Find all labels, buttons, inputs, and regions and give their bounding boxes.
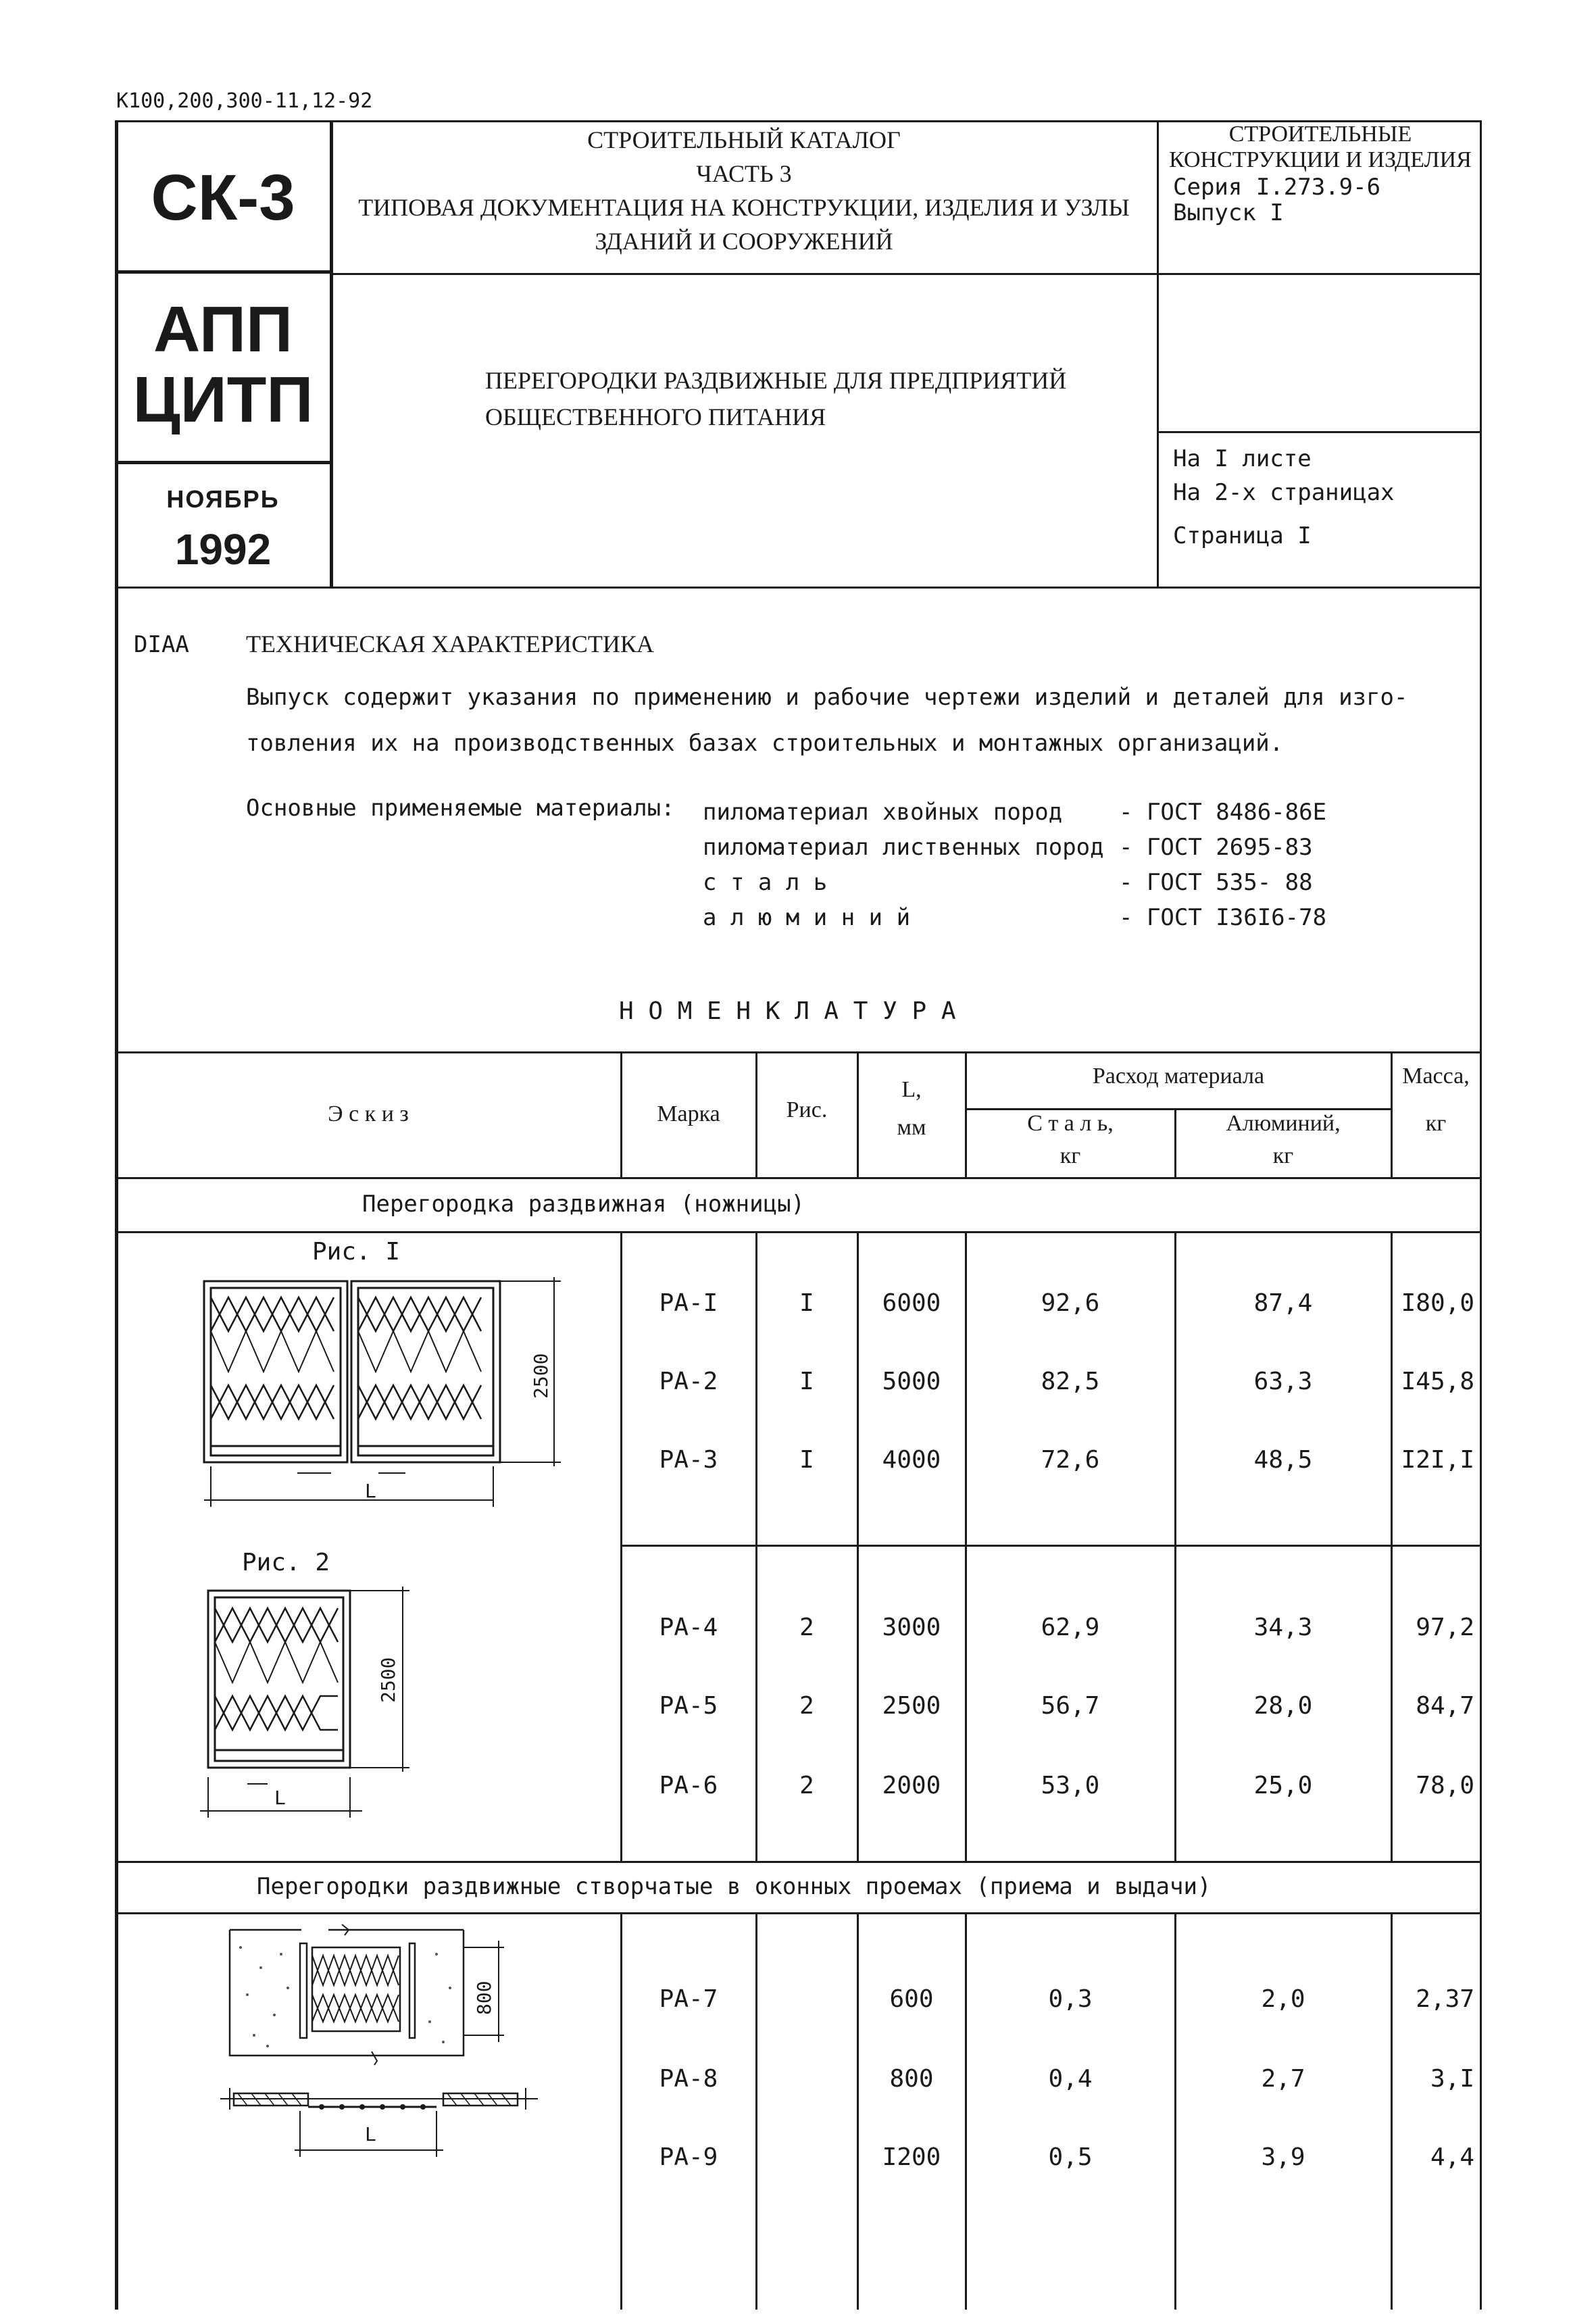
cell-fig: 2 <box>799 1614 814 1641</box>
cell-steel: 72,6 <box>1041 1446 1100 1474</box>
doc-code: К100,200,300-11,12-92 <box>116 89 373 113</box>
right-column-divider <box>1157 120 1159 588</box>
fig2-dim-l: L <box>274 1787 286 1809</box>
cell-al: 25,0 <box>1253 1772 1313 1799</box>
cell-length: 5000 <box>882 1368 941 1395</box>
header-length-unit: мм <box>897 1115 926 1140</box>
tech-heading: ТЕХНИЧЕСКАЯ ХАРАКТЕРИСТИКА <box>246 630 654 657</box>
header-aluminium: Алюминий, <box>1226 1111 1341 1136</box>
sheet-sep <box>1157 431 1482 433</box>
cell-mass: 2,37 <box>1416 1985 1474 2013</box>
col-line-2-body2 <box>755 1912 757 2310</box>
header-aluminium-unit: кг <box>1272 1143 1294 1168</box>
cell-mark: РА-9 <box>659 2143 718 2171</box>
catalog-line-1: СТРОИТЕЛЬНЫЙ КАТАЛОГ <box>587 126 901 153</box>
cell-mass: 4,4 <box>1430 2143 1474 2171</box>
cell-steel: 53,0 <box>1041 1772 1100 1799</box>
materials-label: Основные применяемые материалы: <box>246 795 675 822</box>
cell-al: 2,7 <box>1261 2065 1305 2093</box>
cell-steel: 82,5 <box>1041 1368 1100 1395</box>
cell-length: 6000 <box>882 1289 941 1317</box>
sheet-info <box>1173 442 1395 553</box>
cell-length: 800 <box>889 2065 934 2093</box>
logo-sep-1 <box>115 270 331 274</box>
series: Серия I.273.9-6 <box>1173 174 1381 201</box>
header-steel-unit: кг <box>1059 1143 1081 1168</box>
cell-al: 2,0 <box>1261 1985 1305 2013</box>
series-info <box>1173 174 1380 226</box>
col-line-1-body <box>620 1231 622 1862</box>
cell-mass: I80,0 <box>1401 1289 1474 1317</box>
cell-mass: 84,7 <box>1416 1692 1474 1720</box>
cell-al: 48,5 <box>1253 1446 1313 1474</box>
section-row-1: Перегородка раздвижная (ножницы) <box>362 1191 805 1218</box>
cell-al: 63,3 <box>1253 1368 1313 1395</box>
col-line-2-body <box>755 1231 757 1862</box>
section-line-2: КОНСТРУКЦИИ И ИЗДЕЛИЯ <box>1169 147 1472 172</box>
cell-steel: 92,6 <box>1041 1289 1100 1317</box>
col-line-6-body <box>1391 1231 1393 1862</box>
material-std-3: - ГОСТ 535- 88 <box>1119 869 1313 896</box>
cell-fig: 2 <box>799 1692 814 1720</box>
cell-fig: 2 <box>799 1772 814 1799</box>
title-line-1: ПЕРЕГОРОДКИ РАЗДВИЖНЫЕ ДЛЯ ПРЕДПРИЯТИЙ <box>485 367 1067 394</box>
cell-steel: 56,7 <box>1041 1692 1100 1720</box>
header-bottom <box>115 587 1482 589</box>
page-count: На 2-х страницах <box>1173 479 1395 506</box>
cell-length: 600 <box>889 1985 934 2013</box>
fig2-label: Рис. 2 <box>242 1549 330 1576</box>
logo-month: НОЯБРЬ <box>166 485 280 513</box>
logo-sep-2 <box>115 461 331 464</box>
section-row-2: Перегородки раздвижные створчатые в оконных проемах (приема и выдачи) <box>257 1873 1212 1900</box>
cell-al: 28,0 <box>1253 1692 1313 1720</box>
fig2-dim-2500: 2500 <box>377 1657 399 1703</box>
para-line-1: Выпуск содержит указания по применению и рабочие чертежи изделий и деталей для изго- <box>246 684 1408 711</box>
cell-mark: РА-5 <box>659 1692 718 1720</box>
fig1-dim-l: L <box>365 1480 376 1502</box>
fig1-label: Рис. I <box>312 1238 401 1266</box>
title-line-2: ОБЩЕСТВЕННОГО ПИТАНИЯ <box>485 403 826 430</box>
header-mass: Масса, <box>1402 1064 1470 1089</box>
cell-al: 3,9 <box>1261 2143 1305 2171</box>
col-line-1-body2 <box>620 1912 622 2310</box>
material-std-1: - ГОСТ 8486-86Е <box>1119 799 1327 826</box>
cell-steel: 0,5 <box>1048 2143 1093 2171</box>
logo-app: АПП <box>153 293 293 366</box>
cell-mark: РА-8 <box>659 2065 718 2093</box>
logo-citp: ЦИТП <box>132 364 314 436</box>
section-title <box>1161 122 1480 173</box>
cell-length: I200 <box>882 2143 941 2171</box>
material-name-3: с т а л ь <box>703 869 828 896</box>
section2-top <box>115 1861 1482 1863</box>
catalog-line-3: ТИПОВАЯ ДОКУМЕНТАЦИЯ НА КОНСТРУКЦИИ, ИЗДЕЛИЯ И УЗЛЫ <box>358 194 1130 221</box>
frame-right <box>1480 120 1482 2310</box>
fig3-dim-l: L <box>365 2123 376 2145</box>
cell-mass: 3,I <box>1430 2065 1474 2093</box>
materials-standards <box>1119 795 1326 935</box>
header-mark: Марка <box>657 1101 720 1126</box>
section-code: DIAA <box>134 631 189 658</box>
cell-length: 3000 <box>882 1614 941 1641</box>
header-length: L, <box>901 1077 922 1102</box>
col-line-4-body <box>965 1231 967 1862</box>
catalog-line-2: ЧАСТЬ 3 <box>696 160 792 187</box>
logo-sk3: СК-3 <box>151 161 295 234</box>
nomenclature-heading: Н О М Е Н К Л А Т У Р А <box>619 997 956 1025</box>
header-fig: Рис. <box>786 1097 828 1122</box>
frame-left <box>115 120 118 2310</box>
sheet-count: На I листе <box>1173 445 1312 472</box>
cell-mark: РА-3 <box>659 1446 718 1474</box>
cell-steel: 0,3 <box>1048 1985 1093 2013</box>
col-line-6-body2 <box>1391 1912 1393 2310</box>
cell-mark: РА-7 <box>659 1985 718 2013</box>
materials-list <box>703 795 1104 935</box>
fig3-dim-800: 800 <box>473 1981 495 2015</box>
col-line-5-body2 <box>1174 1912 1176 2310</box>
catalog-line-4: ЗДАНИЙ И СООРУЖЕНИЙ <box>595 228 893 255</box>
sketch-fig2 <box>193 1581 423 1824</box>
cell-mark: РА-I <box>659 1289 718 1317</box>
cell-fig: I <box>799 1289 814 1317</box>
header-row-bottom <box>115 1177 1482 1179</box>
issue: Выпуск I <box>1173 199 1284 226</box>
cell-mass: I2I,I <box>1401 1446 1474 1474</box>
page-number: Страница I <box>1173 522 1312 549</box>
consumption-sep <box>966 1108 1392 1110</box>
cell-mark: РА-6 <box>659 1772 718 1799</box>
document-title <box>485 362 1066 435</box>
cell-length: 2500 <box>882 1692 941 1720</box>
material-name-2: пиломатериал лиственных пород <box>703 834 1104 861</box>
section1-bottom <box>115 1231 1482 1233</box>
cell-mark: РА-2 <box>659 1368 718 1395</box>
col-line-4-body2 <box>965 1912 967 2310</box>
cell-length: 2000 <box>882 1772 941 1799</box>
fig1-dim-2500: 2500 <box>530 1353 552 1399</box>
col-line-5-body <box>1174 1231 1176 1862</box>
material-std-2: - ГОСТ 2695-83 <box>1119 834 1313 861</box>
material-std-4: - ГОСТ I36I6-78 <box>1119 904 1327 931</box>
sketch-fig3 <box>220 1920 572 2177</box>
cell-al: 34,3 <box>1253 1614 1313 1641</box>
section-line-1: СТРОИТЕЛЬНЫЕ <box>1228 122 1412 147</box>
sketch-fig1 <box>196 1270 574 1514</box>
cell-mass: I45,8 <box>1401 1368 1474 1395</box>
cell-steel: 0,4 <box>1048 2065 1093 2093</box>
header-consumption: Расход материала <box>1092 1064 1265 1089</box>
material-name-1: пиломатериал хвойных пород <box>703 799 1063 826</box>
para-line-2: товления их на производственных базах строительных и монтажных организаций. <box>246 730 1284 757</box>
logo-year: 1992 <box>174 525 272 574</box>
cell-fig: I <box>799 1446 814 1474</box>
cell-fig: I <box>799 1368 814 1395</box>
cell-mass: 78,0 <box>1416 1772 1474 1799</box>
catalog-title <box>331 120 1157 258</box>
cell-mass: 97,2 <box>1416 1614 1474 1641</box>
cell-mark: РА-4 <box>659 1614 718 1641</box>
header-sketch: Э с к и з <box>328 1101 409 1126</box>
header-mass-unit: кг <box>1425 1111 1447 1136</box>
section2-bottom <box>115 1912 1482 1914</box>
header-steel: С т а л ь, <box>1027 1111 1114 1136</box>
header-sep <box>330 273 1482 275</box>
col-line-3-body2 <box>857 1912 859 2310</box>
cell-al: 87,4 <box>1253 1289 1313 1317</box>
material-name-4: а л ю м и н и й <box>703 904 911 931</box>
col-line-3-body <box>857 1231 859 1862</box>
cell-steel: 62,9 <box>1041 1614 1100 1641</box>
cell-length: 4000 <box>882 1446 941 1474</box>
group-sep <box>622 1545 1482 1547</box>
table-top <box>115 1051 1482 1053</box>
